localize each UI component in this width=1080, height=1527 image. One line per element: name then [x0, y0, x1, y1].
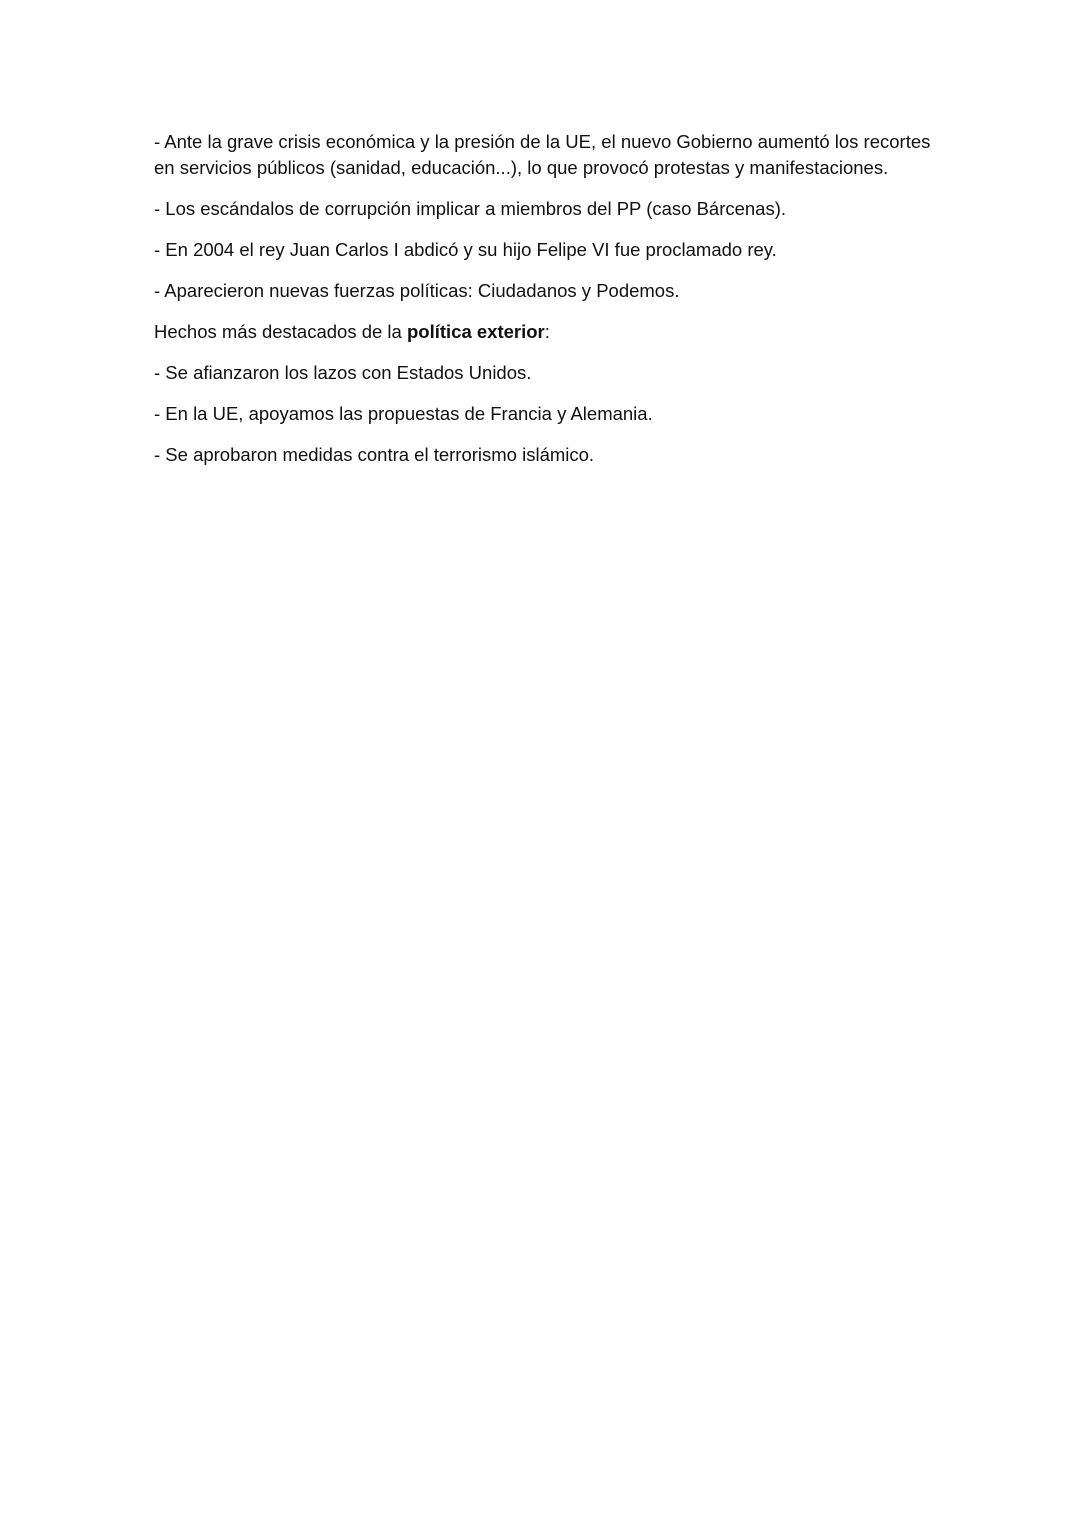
paragraph-nuevas-fuerzas: - Aparecieron nuevas fuerzas políticas: Ciudadanos y Podemos. — [154, 280, 680, 301]
heading-suffix: : — [544, 321, 550, 342]
exterior-item-terrorismo: - Se aprobaron medidas contra el terrorismo islámico. — [154, 444, 595, 465]
heading-prefix: Hechos más destacados de la — [154, 321, 407, 342]
heading-politica-exterior — [154, 319, 934, 345]
paragraph-corrupcion: - Los escándalos de corrupción implicar a miembros del PP (caso Bárcenas). — [154, 198, 787, 219]
heading-bold-term: política exterior — [406, 321, 545, 342]
exterior-item-ue: - En la UE, apoyamos las propuestas de Francia y Alemania. — [154, 403, 653, 424]
document-body — [154, 129, 934, 483]
paragraph-abdicacion: - En 2004 el rey Juan Carlos I abdicó y su hijo Felipe VI fue proclamado rey. — [154, 239, 777, 260]
paragraph-crisis-recortes: - Ante la grave crisis económica y la presión de la UE, el nuevo Gobierno aumentó los recortes en servicios públicos (sanidad, educación...), lo que provocó protestas y manifestaciones. — [154, 131, 931, 178]
exterior-item-estados-unidos: - Se afianzaron los lazos con Estados Unidos. — [154, 362, 532, 383]
